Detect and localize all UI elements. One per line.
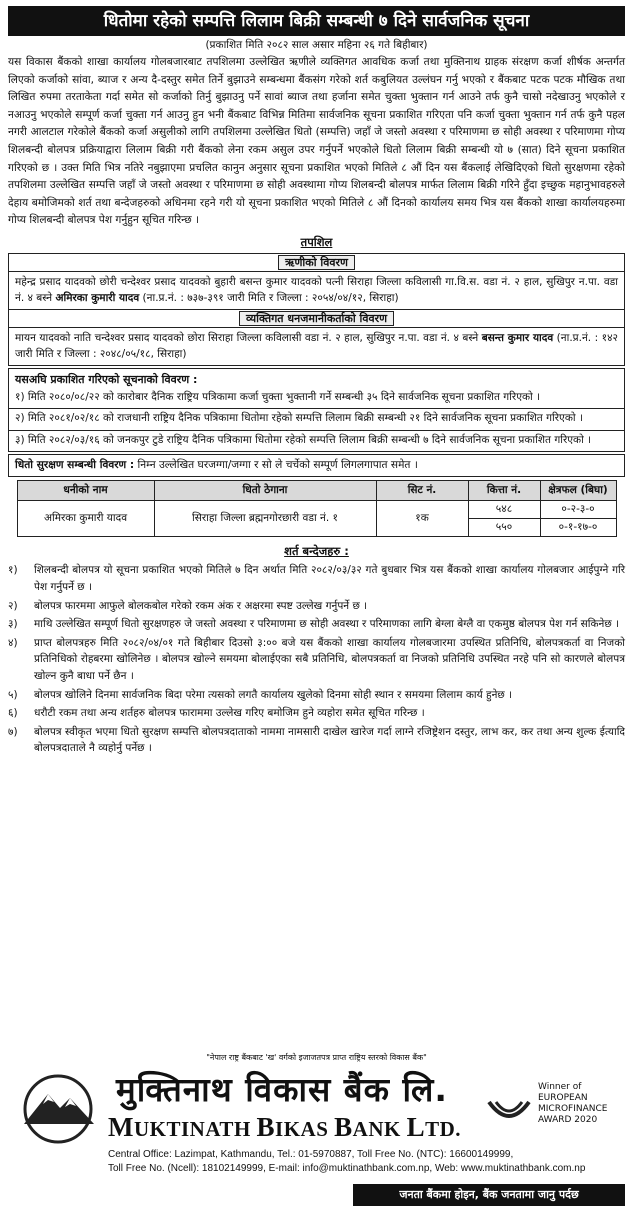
cell-address: सिराहा जिल्ला ब्रह्मनगोरछारी वडा नं. १ — [154, 501, 376, 537]
condition-text: प्राप्त बोलपत्रहरु मिति २०८२/०४/०१ गते बिहीबार दिउसो ३:०० बजे यस बैंकको शाखा कार्यालय गोलबजारमा उपस्थित प्रतिनिधि, बोलपत्रकर्ता वा निजको प्रतिनिधिको रोहबरमा खोलिनेछ । बोलपत्र खोल्ने समयमा बोलाईएका सबै प्रतिनिधि, बोलपत्रकर्ता वा निजको प्रतिनिधि उपस्थित नरहे पनि सो कारणले बोलपत्र खोल्न कुनै बाधा पर्ने छैन । — [34, 636, 625, 682]
condition-text: बोलपत्र फारममा आफुले बोलकबोल गरेको रकम अंक र अक्षरमा स्पष्ट उल्लेख गर्नुपर्ने छ । — [34, 599, 368, 612]
table-header-kitta: कित्ता नं. — [468, 481, 540, 501]
borrower-name: अमिरका कुमारी यादव — [55, 292, 140, 305]
previous-notice-item: २) मिति २०८१/०२/१८ को राजधानी राष्ट्रिय दैनिक पत्रिकामा धितोमा रहेको सम्पत्ति लिलाम बिक्री सम्बन्धी २१ दिने सार्वजनिक सूचना प्रकाशित गरिएको । — [9, 409, 624, 431]
condition-item — [8, 562, 625, 595]
conditions-list — [8, 562, 625, 757]
condition-item — [8, 724, 625, 757]
cell-area: ०-२-३-० — [540, 501, 616, 519]
notice-body: यस विकास बैंकको शाखा कार्यालय गोलबजारबाट तपशिलमा उल्लेखित ऋणीले व्यक्तिगत आवधिक कर्जा तथा मुक्तिनाथ ग्राहक संरक्षण कर्जा शीर्षक अन्तर्गत लिएको कर्जाको सांवा, ब्याज र अन्य दै-दस्तुर समेत तिर्ने बुझाउने सम्बन्धमा बैंकसंग गरेको शर्त कबुलियत उल्लंघन गर्नु भएको र बैंकबाट पटक पटक मौखिक तथा लिखित रुपमा तरताकेता गर्दा समेत सो कर्जाको तिर्नु बुझाउनु पर्ने सावां ब्याज तथा हर्जाना समेत चुक्ता भुक्तान गर्न आउने तर्फ कुनै चासो नदेखाउनु भएकोले र नआउनु भएकोले सम्पूर्ण कर्जा चुक्ता गर्न आउनु हुन भनी बैंकबाट विभिन्न मितिमा सार्वजनिक सूचना प्रकाशित गरिएता पनि कर्जा चुक्ता भुक्तान गर्न तर्फ कुनै पहल नगरी आलटाल गरेकोले बैंकको कर्जा असुलीको लागि तपशिलमा उल्लेखित धितो (सम्पत्ति) जहाँ जे जस्तो अवस्था र परिमाणमा छ सोही अवस्था र परिमाणमा गोप्य शिलबन्दी बोलपत्र प्रक्रियाद्वारा लिलाम बिक्री गरी बैंकको लेना रकम असुल उपर गर्नुपर्ने भएकोले धितो लिलाम बिक्री सम्बन्धी यो ७ (सात) दिने सूचना प्रकाशित गरिएको छ । उक्त मिति भित्र नतिरे नबुझाएमा प्रचलित कानुन अनुसार सूचना प्रकाशित भएको मितिले ८ औं दिन यस बैंकलाई लेखिदिएको धितो सुरक्षणमा रहेको तपशिलमा उल्लेखित सम्पत्ति जहाँ जे जस्तो अवस्था र परिमाणमा छ सोही अवस्थामा गोप्य शिलबन्दी बोलपत्र मार्फत लिलाम बिक्री गरिने हुँदा इच्छुक महानुभावहरुले देहाय बमोजिमको शर्त तथा बन्देजहरुको अधिनमा रहने गरी यो सूचना प्रकाशित भएको मितिले ८ औं दिनको कार्यालय समय भित्र यस बैंकको शाखा कार्यालयहरुमा गोप्य शिलबन्दी बोलपत्र पेश गर्नुहुन सूचित गरिन्छ । — [8, 56, 625, 227]
conditions-heading: शर्त बन्देजहरु : — [284, 544, 349, 559]
condition-text: बोलपत्र स्वीकृत भएमा धितो सुरक्षण सम्पत्ति बोलपत्रदाताको नाममा नामसारी दाखेल खारेज गर्दा लाग्ने रजिष्ट्रेशन दस्तुर, लाभ कर, कर तथा अन्य शुल्क ईत्यादि बोलपत्रदाताले नै व्यहोर्नु पर्नेछ । — [34, 725, 625, 755]
mountain-logo-icon — [18, 1074, 102, 1148]
table-header-area: क्षेत्रफल (बिघा) — [540, 481, 616, 501]
bank-slogan: जनता बैंकमा होइन, बैंक जनतामा जानु पर्दछ — [353, 1184, 625, 1206]
borrower-heading-label: ऋणीको विवरण — [278, 255, 355, 270]
contact-line: Central Office: Lazimpat, Kathmandu, Tel.: 01-5970887, Toll Free No. (NTC): 16600149999, — [108, 1149, 514, 1160]
publish-date: (प्रकाशित मिति २०८२ साल असार महिना २६ गते बिहीबार) — [205, 39, 428, 51]
previous-notices-box — [8, 368, 625, 453]
cell-kitta: ५५० — [468, 519, 540, 537]
bank-name-part: B — [334, 1112, 353, 1142]
bank-name-part: IKAS — [275, 1117, 335, 1141]
bank-contact — [108, 1148, 585, 1176]
table-header-owner: धनीको नाम — [17, 481, 154, 501]
collateral-box — [8, 454, 625, 477]
previous-notice-item: ३) मिति २०८२/०३/१६ को जनकपुर टुडे राष्ट्रिय दैनिक पत्रिकामा धितोमा रहेको सम्पत्ति लिलाम बिक्री सम्बन्धी ७ दिने सार्वजनिक सूचना प्रकाशित गरिएको । — [15, 433, 592, 446]
bank-name-part: B — [256, 1112, 276, 1142]
guarantor-id: (ना.प्र.नं. : १४२ जारी मिति र जिल्ला : २०४८/०५/१८, सिराहा) — [15, 331, 618, 361]
table-row — [17, 501, 616, 519]
borrower-text: महेन्द्र प्रसाद यादवको छोरी चन्देश्वर प्रसाद यादवको बुहारी बसन्त कुमार यादवको पत्नी सिराहा जिल्ला कविलासी गा.वि.स. वडा नं. २ हाल, सुखिपुर न.पा. वडा नं. ४ बस्ने — [15, 275, 618, 305]
bank-name-part: M — [108, 1112, 134, 1142]
condition-item — [8, 616, 625, 633]
previous-notices-heading: यसअघि प्रकाशित गरिएको सूचनाको विवरण : — [15, 372, 198, 386]
previous-notice-item: १) मिति २०८०/०८/२२ को कारोबार दैनिक राष्ट्रिय पत्रिकामा कर्जा चुक्ता भुक्तानी गर्ने सम्बन्धी ३५ दिने सार्वजनिक सूचना प्रकाशित गरिएको । — [9, 388, 624, 410]
bank-name-part: UKTINATH — [133, 1117, 257, 1141]
guarantor-heading-label: व्यक्तिगत धनजमानीकर्ताको विवरण — [239, 311, 394, 326]
borrower-id: (ना.प्र.नं. : ७३७-३९१ जारी मिति र जिल्ला : २०५४/०४/१२, सिराहा) — [142, 292, 399, 305]
details-heading: तपशिल — [300, 234, 333, 249]
guarantor-name: बसन्त कुमार यादव — [481, 331, 554, 344]
condition-number: ५) — [8, 688, 18, 701]
condition-item — [8, 635, 625, 685]
notice-title: धितोमा रहेको सम्पत्ति लिलाम बिक्री सम्बन्धी ७ दिने सार्वजनिक सूचना — [8, 6, 625, 36]
bank-tagline: "नेपाल राष्ट्र बैंकबाट 'ख' वर्गको इजाजतपत्र प्राप्त राष्ट्रिय स्तरको विकास बैंक" — [206, 1053, 427, 1062]
contact-line: Toll Free No. (Ncell): 18102149999, E-mail: info@muktinathbank.com.np, Web: www.muktinathbank.com.np — [108, 1163, 586, 1174]
table-header-address: धितो ठेगाना — [154, 481, 376, 501]
collateral-table — [17, 480, 617, 537]
condition-text: माथि उल्लेखित सम्पूर्ण धितो सुरक्षणहरु जे जस्तो अवस्था र परिमाणमा छ सोही अवस्था र परिमाणका लागि बेग्ला बेग्लै वा एकमुष्ठ बोलपत्र पेश गर्न सकिनेछ । — [34, 618, 620, 631]
condition-number: २) — [8, 599, 18, 612]
bank-name-part: TD. — [425, 1117, 462, 1141]
bank-footer — [8, 1052, 625, 1216]
condition-item — [8, 687, 625, 704]
bank-name-english — [108, 1112, 461, 1143]
table-header-sheet: सिट नं. — [376, 481, 468, 501]
cell-sheet: १क — [376, 501, 468, 537]
cell-kitta: ५४८ — [468, 501, 540, 519]
condition-number: १) — [8, 564, 18, 577]
bank-name-part: ANK — [352, 1117, 407, 1141]
borrower-box — [8, 253, 625, 366]
condition-text: धरौटी रकम तथा अन्य शर्तहरु बोलपत्र फाराममा उल्लेख गरिए बमोजिम हुने व्यहोरा समेत सूचित गरिन्छ । — [34, 707, 425, 720]
cell-owner: अमिरका कुमारी यादव — [17, 501, 154, 537]
award-text: Winner of EUROPEAN MICROFINANCE AWARD 2020 — [538, 1082, 608, 1125]
collateral-heading: धितो सुरक्षण सम्बन्धी विवरण : — [15, 459, 135, 472]
borrower-details — [9, 272, 624, 309]
guarantor-details — [9, 328, 624, 365]
borrower-heading — [9, 254, 624, 272]
condition-text: बोलपत्र खोलिने दिनमा सार्वजनिक बिदा परेमा त्यसको लगतै कार्यालय खुलेको दिनमा सोही स्थान र समयमा लिलाम कार्य हुनेछ । — [34, 688, 513, 701]
guarantor-heading — [9, 309, 624, 328]
condition-text: शिलबन्दी बोलपत्र यो सूचना प्रकाशित भएको मितिले ७ दिन अर्थात मिति २०८२/०३/३२ गते बुधबार भित्र यस बैंकको शाखा कार्यालय गोलबजार आईपुग्ने गरि पेश गर्नुपर्ने छ । — [34, 564, 625, 594]
condition-number: ६) — [8, 707, 18, 720]
bank-name-nepali: मुक्तिनाथ विकास बैंक लि. — [116, 1070, 448, 1109]
condition-item — [8, 598, 625, 615]
bank-name-part: L — [406, 1112, 426, 1142]
condition-number: ३) — [8, 618, 18, 631]
award-icon — [484, 1096, 534, 1134]
condition-number: ७) — [8, 725, 18, 738]
collateral-text: निम्न उल्लेखित घरजग्गा/जग्गा र सो ले चर्चेको सम्पूर्ण लिगलगापात समेत । — [137, 459, 418, 472]
guarantor-text: मायन यादवको नाति चन्देश्वर प्रसाद यादवको छोरा सिराहा जिल्ला कविलासी वडा नं. २ हाल, सुखिपुर न.पा. वडा नं. ४ बस्ने — [15, 331, 479, 344]
condition-item — [8, 705, 625, 722]
cell-area: ०-१-१७-० — [540, 519, 616, 537]
condition-number: ४) — [8, 636, 18, 649]
